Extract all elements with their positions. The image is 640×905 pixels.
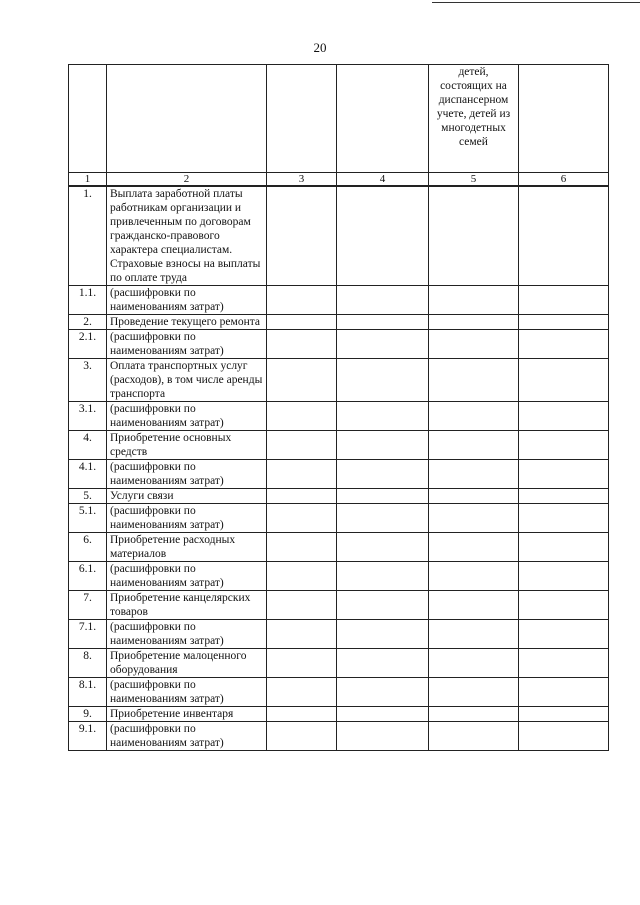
row-description: Проведение текущего ремонта [107, 315, 267, 330]
row-number: 3. [69, 359, 107, 402]
header-cell [69, 65, 107, 173]
column-number: 1 [69, 173, 107, 187]
column-number: 3 [267, 173, 337, 187]
column-number: 6 [519, 173, 609, 187]
value-cell [267, 504, 337, 533]
value-cell [337, 707, 429, 722]
value-cell [429, 562, 519, 591]
value-cell [519, 533, 609, 562]
header-cell [267, 65, 337, 173]
page-number: 20 [313, 40, 327, 55]
value-cell [267, 489, 337, 504]
value-cell [429, 649, 519, 678]
row-description: (расшифровки по наименованиям затрат) [107, 286, 267, 315]
column-number: 2 [107, 173, 267, 187]
row-number: 9.1. [69, 722, 107, 751]
value-cell [519, 722, 609, 751]
value-cell [429, 460, 519, 489]
value-cell [337, 359, 429, 402]
table-row [69, 678, 609, 707]
row-description: (расшифровки по наименованиям затрат) [107, 402, 267, 431]
row-number: 6. [69, 533, 107, 562]
value-cell [337, 330, 429, 359]
table-row [69, 330, 609, 359]
row-number: 5.1. [69, 504, 107, 533]
value-cell [267, 591, 337, 620]
value-cell [429, 591, 519, 620]
row-number: 7. [69, 591, 107, 620]
row-number: 2. [69, 315, 107, 330]
table-row [69, 620, 609, 649]
value-cell [519, 591, 609, 620]
value-cell [337, 315, 429, 330]
row-description: Выплата заработной платы работникам организации и привлеченным по договорам гражданско-правового характера специалистам. Страховые взносы на выплаты по оплате труда [107, 186, 267, 286]
value-cell [429, 620, 519, 649]
column-number: 5 [429, 173, 519, 187]
table-row [69, 315, 609, 330]
value-cell [267, 678, 337, 707]
value-cell [519, 460, 609, 489]
value-cell [429, 504, 519, 533]
value-cell [337, 722, 429, 751]
row-description: (расшифровки по наименованиям затрат) [107, 330, 267, 359]
table-header-row [69, 65, 609, 173]
value-cell [267, 707, 337, 722]
row-description: Оплата транспортных услуг (расходов), в том числе аренды транспорта [107, 359, 267, 402]
row-description: Приобретение расходных материалов [107, 533, 267, 562]
value-cell [337, 678, 429, 707]
value-cell [337, 533, 429, 562]
value-cell [337, 186, 429, 286]
value-cell [267, 533, 337, 562]
top-rule [432, 2, 640, 3]
row-description: Приобретение основных средств [107, 431, 267, 460]
table-row [69, 186, 609, 286]
value-cell [267, 315, 337, 330]
value-cell [337, 431, 429, 460]
value-cell [429, 533, 519, 562]
value-cell [267, 620, 337, 649]
table-row [69, 286, 609, 315]
row-number: 8. [69, 649, 107, 678]
value-cell [519, 678, 609, 707]
value-cell [337, 504, 429, 533]
row-description: Приобретение малоценного оборудования [107, 649, 267, 678]
value-cell [519, 649, 609, 678]
value-cell [429, 186, 519, 286]
value-cell [519, 562, 609, 591]
value-cell [519, 359, 609, 402]
value-cell [429, 402, 519, 431]
row-number: 6.1. [69, 562, 107, 591]
header-cell-col5: детей, состоящих на диспансерном учете, детей из многодетных семей [429, 65, 519, 173]
column-number: 4 [337, 173, 429, 187]
value-cell [429, 707, 519, 722]
row-number: 4.1. [69, 460, 107, 489]
row-description: (расшифровки по наименованиям затрат) [107, 562, 267, 591]
value-cell [337, 460, 429, 489]
value-cell [267, 562, 337, 591]
table-row [69, 402, 609, 431]
value-cell [337, 620, 429, 649]
table-row [69, 722, 609, 751]
row-description: (расшифровки по наименованиям затрат) [107, 460, 267, 489]
value-cell [337, 649, 429, 678]
value-cell [337, 286, 429, 315]
table-row [69, 504, 609, 533]
value-cell [429, 722, 519, 751]
value-cell [267, 186, 337, 286]
value-cell [267, 402, 337, 431]
header-cell [107, 65, 267, 173]
value-cell [519, 402, 609, 431]
row-number: 2.1. [69, 330, 107, 359]
value-cell [519, 286, 609, 315]
value-cell [429, 678, 519, 707]
value-cell [267, 649, 337, 678]
value-cell [267, 286, 337, 315]
header-cell [337, 65, 429, 173]
value-cell [519, 330, 609, 359]
row-description: (расшифровки по наименованиям затрат) [107, 678, 267, 707]
row-description: (расшифровки по наименованиям затрат) [107, 504, 267, 533]
value-cell [429, 330, 519, 359]
row-number: 7.1. [69, 620, 107, 649]
value-cell [429, 286, 519, 315]
value-cell [267, 431, 337, 460]
row-description: Приобретение канцелярских товаров [107, 591, 267, 620]
value-cell [337, 489, 429, 504]
value-cell [519, 620, 609, 649]
row-number: 1.1. [69, 286, 107, 315]
value-cell [337, 591, 429, 620]
header-cell [519, 65, 609, 173]
row-number: 4. [69, 431, 107, 460]
value-cell [519, 315, 609, 330]
row-description: Услуги связи [107, 489, 267, 504]
value-cell [519, 186, 609, 286]
table-row [69, 707, 609, 722]
table-row [69, 489, 609, 504]
row-number: 3.1. [69, 402, 107, 431]
table-row [69, 649, 609, 678]
value-cell [429, 489, 519, 504]
row-description: (расшифровки по наименованиям затрат) [107, 620, 267, 649]
value-cell [519, 431, 609, 460]
value-cell [267, 722, 337, 751]
value-cell [267, 359, 337, 402]
value-cell [267, 460, 337, 489]
value-cell [337, 562, 429, 591]
row-number: 5. [69, 489, 107, 504]
value-cell [429, 315, 519, 330]
table-row [69, 460, 609, 489]
table-row [69, 591, 609, 620]
value-cell [429, 359, 519, 402]
table-row [69, 359, 609, 402]
column-number-row [69, 173, 609, 187]
row-description: Приобретение инвентаря [107, 707, 267, 722]
value-cell [519, 489, 609, 504]
value-cell [429, 431, 519, 460]
row-number: 1. [69, 186, 107, 286]
row-number: 8.1. [69, 678, 107, 707]
table-row [69, 562, 609, 591]
value-cell [267, 330, 337, 359]
value-cell [519, 707, 609, 722]
value-cell [337, 402, 429, 431]
expense-table [68, 64, 609, 751]
row-description: (расшифровки по наименованиям затрат) [107, 722, 267, 751]
table-row [69, 533, 609, 562]
table-row [69, 431, 609, 460]
row-number: 9. [69, 707, 107, 722]
value-cell [519, 504, 609, 533]
